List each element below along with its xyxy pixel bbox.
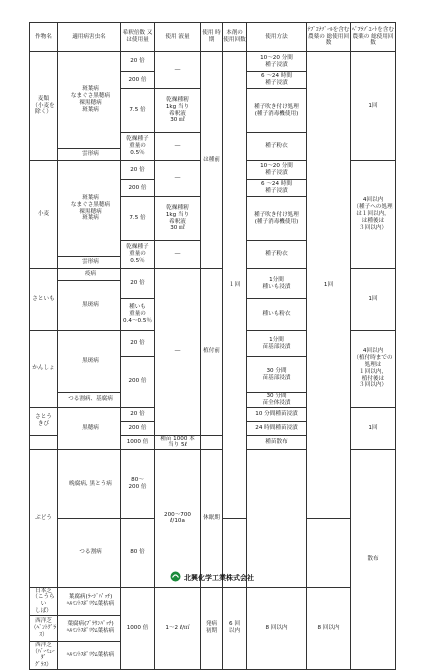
header-count: 本剤の 使用回数 xyxy=(223,23,247,52)
pest-cell: 葉腐病(ﾗｰｼﾞﾊﾟｯﾁ) ﾍﾙﾐﾝﾄｽﾎﾟﾘｳﾑ葉枯病 xyxy=(58,587,121,615)
dilution-cell: 200 倍 xyxy=(121,357,155,408)
timing-cell-empty xyxy=(201,435,223,450)
method-cell: 6 ～24 時間 種子浸漬 xyxy=(247,72,307,89)
dilution-cell: 1000 倍 xyxy=(121,587,155,670)
crop-cell: さといも xyxy=(30,269,58,331)
method-cell: 種子吹き付け処理 (種子消毒機使用) xyxy=(247,197,307,241)
crop-cell: 小麦 xyxy=(30,161,58,269)
method-cell: 散布 xyxy=(351,450,396,670)
method-cell: 種いも粉衣 xyxy=(247,299,307,331)
dilution-cell: 20 倍 xyxy=(121,269,155,299)
count-cell: １回 xyxy=(223,52,247,519)
crop-cell: 麦類 （小麦を 除く） xyxy=(30,52,58,161)
crop-cell-empty xyxy=(30,435,58,450)
table-row xyxy=(30,52,396,72)
timing-cell: 休眠期 xyxy=(201,450,223,587)
header-pest: 適用病害虫名 xyxy=(58,23,121,52)
dilution-cell: 7.5 倍 xyxy=(121,89,155,133)
volume-cell: 種苗 1000 本 当り 5ℓ xyxy=(155,435,201,450)
pest-cell: つる割病、基腐病 xyxy=(58,393,121,408)
method-cell: 1分間 種いも浸漬 xyxy=(247,269,307,299)
method-cell: 10～20 分間 種子浸漬 xyxy=(247,52,307,72)
volume-cell: ― xyxy=(155,269,201,436)
header-timing: 使用 時期 xyxy=(201,23,223,52)
dilution-cell: 80 倍 xyxy=(121,518,155,587)
dilution-cell: 200 倍 xyxy=(121,421,155,435)
total-a-cell: 8 回以内 xyxy=(247,587,307,670)
header-method: 使用方法 xyxy=(247,23,307,52)
timing-cell: 発病 初期 xyxy=(201,587,223,670)
header-volume: 使用 液量 xyxy=(155,23,201,52)
header-dilution: 希釈倍数 又は使用量 xyxy=(121,23,155,52)
method-cell: 30 分間 苗全体浸漬 xyxy=(247,393,307,408)
dilution-cell: 7.5 倍 xyxy=(121,197,155,241)
header-total-a: ﾃﾌﾞｺﾅｿﾞｰﾙを含む 農薬の 総使用回数 xyxy=(307,23,351,52)
crop-cell: さとう きび xyxy=(30,407,58,435)
timing-cell: 植付前 xyxy=(201,269,223,436)
dilution-cell: 乾燥種子 重量の 0.5％ xyxy=(121,133,155,161)
dilution-cell: 20 倍 xyxy=(121,52,155,72)
volume-cell: ― xyxy=(155,52,201,89)
header-total-b: ﾍﾟﾌﾗｿﾞｴｰﾄを含む 農薬の 総使用回数 xyxy=(351,23,396,52)
pest-cell: 斑葉病 なまぐさ黒穂病 裸黒穂病 斑葉病 xyxy=(58,161,121,257)
company-name: 北興化学工業株式会社 xyxy=(184,574,254,582)
pest-cell: 黒穂病 xyxy=(58,407,121,450)
total-b-cell: 4回以内 （種子への処理 は１回以内， は種後は ３回以内） xyxy=(351,161,396,269)
footer xyxy=(0,571,424,583)
method-cell: 種子吹き付け処理 (種子消毒機使用) xyxy=(247,89,307,133)
volume-cell: ― xyxy=(155,241,201,269)
crop-cell: ぶどう xyxy=(30,450,58,587)
volume-cell: 1～2 ℓ/㎡ xyxy=(155,587,201,670)
total-a-cell: 1回 xyxy=(307,52,351,519)
total-b-cell: 4回以内 （植付時までの 処理は １回以内， 植付後は ３回以内） xyxy=(351,331,396,408)
dilution-cell: 20 倍 xyxy=(121,407,155,421)
method-cell: 10 分間種苗浸漬 xyxy=(247,407,307,421)
table-row xyxy=(30,587,396,615)
total-b-cell: 1回 xyxy=(351,269,396,331)
volume-cell: 乾燥種籾 1kg 当り 希釈液 30 ㎖ xyxy=(155,197,201,241)
method-cell: 種苗散布 xyxy=(247,435,307,450)
volume-cell: 乾燥種籾 1kg 当り 希釈液 30 ㎖ xyxy=(155,89,201,133)
method-cell: 10～20 分間 種子浸漬 xyxy=(247,161,307,180)
header-crop: 作物名 xyxy=(30,23,58,52)
pest-cell: つる割病 xyxy=(58,518,121,587)
method-cell: 30 分間 苗基部浸漬 xyxy=(247,357,307,393)
pest-cell: 葉腐病(ﾌﾞﾗｳﾝﾊﾟｯﾁ) ﾍﾙﾐﾝﾄｽﾎﾟﾘｳﾑ葉枯病 xyxy=(58,615,121,641)
count-cell-empty xyxy=(247,450,307,587)
dilution-cell: 種いも 重量の 0.4～0.5％ xyxy=(121,299,155,331)
timing-cell: は種前 xyxy=(201,52,223,269)
crop-cell: 日本芝 （こうらい しば） xyxy=(30,587,58,615)
dilution-cell: 200 倍 xyxy=(121,180,155,197)
dilution-cell: 80～ 200 倍 xyxy=(121,450,155,519)
pest-cell: 黒斑病 xyxy=(58,281,121,331)
total-b-cell: 8 回以内 xyxy=(307,587,351,670)
volume-cell: ― xyxy=(155,161,201,197)
dilution-cell: 200 倍 xyxy=(121,72,155,89)
pest-cell: 雲形病 xyxy=(58,257,121,269)
method-cell: 1分間 苗基部浸漬 xyxy=(247,331,307,357)
header-row xyxy=(30,23,396,52)
dilution-cell: 1000 倍 xyxy=(121,435,155,450)
count-cell: 6 回 以内 xyxy=(223,587,247,670)
pest-cell: 斑葉病 なまぐさ黒穂病 裸黒穂病 斑葉病 xyxy=(58,52,121,149)
pest-cell: 疫病 xyxy=(58,269,121,281)
crop-cell: 西洋芝 （ﾊﾞｰﾐｭｰﾀﾞ ｸﾞﾗｽ） xyxy=(30,641,58,669)
dilution-cell: 乾燥種子 重量の 0.5％ xyxy=(121,241,155,269)
method-cell: 種子粉衣 xyxy=(247,133,307,161)
volume-cell: 200～700 ℓ/10a xyxy=(155,450,201,587)
crop-cell: 西洋芝 （ﾍﾞﾝﾄｸﾞﾗｽ） xyxy=(30,615,58,641)
pest-cell: 雲形病 xyxy=(58,149,121,161)
dilution-cell: 20 倍 xyxy=(121,331,155,357)
company-logo-icon xyxy=(170,571,181,582)
total-b-cell: 1回 xyxy=(351,52,396,161)
pest-cell: ﾍﾙﾐﾝﾄｽﾎﾟﾘｳﾑ葉枯病 xyxy=(58,641,121,669)
method-cell: 24 時間種苗浸漬 xyxy=(247,421,307,435)
crop-cell: かんしょ xyxy=(30,331,58,408)
total-b-cell: 1回 xyxy=(351,407,396,450)
method-cell: 6 ～24 時間 種子浸漬 xyxy=(247,180,307,197)
pest-cell: 黒斑病 xyxy=(58,331,121,393)
pest-cell: 晩腐病, 黒とう病 xyxy=(58,450,121,519)
method-cell: 種子粉衣 xyxy=(247,241,307,269)
volume-cell: ― xyxy=(155,133,201,161)
dilution-cell: 20 倍 xyxy=(121,161,155,180)
